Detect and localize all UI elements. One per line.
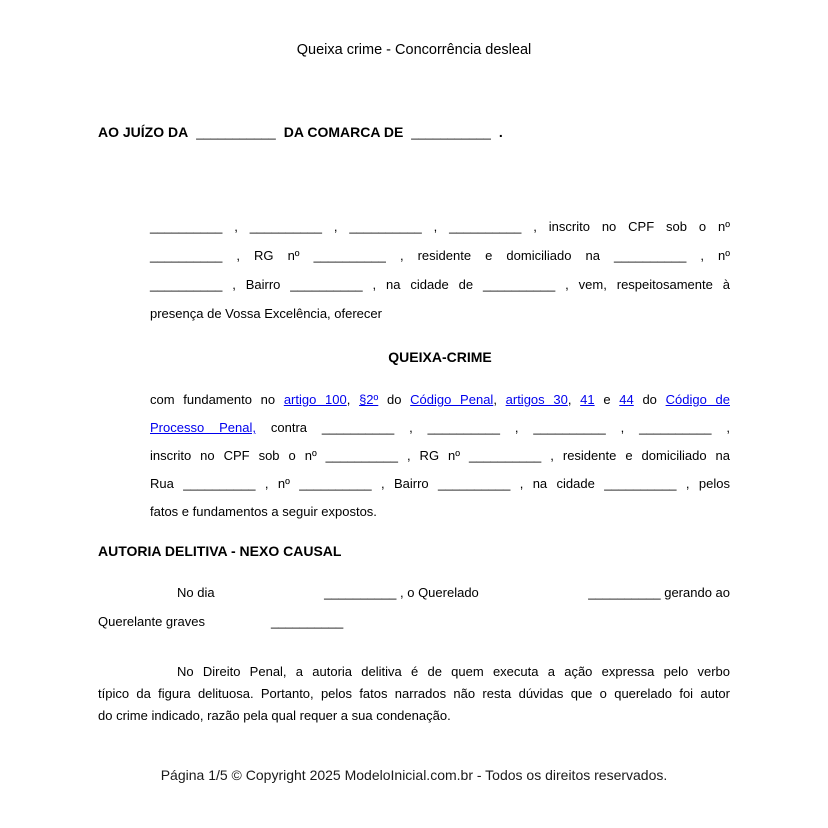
autoria-body-paragraph (98, 661, 730, 727)
link-paragrafo-2[interactable]: §2º (359, 392, 379, 407)
paragraph-line: fatos e fundamentos a seguir expostos. (150, 504, 377, 519)
autoria-delitiva-heading: AUTORIA DELITIVA - NEXO CAUSAL (98, 543, 342, 559)
paragraph-line: __________ , RG nº __________ , residente e domiciliado na __________ , nº (150, 248, 730, 263)
paragraph-line (98, 578, 730, 607)
link-codigo-de[interactable]: Código de (665, 392, 730, 407)
fundamento-text: do (378, 392, 411, 407)
paragraph-line: Rua __________ , nº __________ , Bairro __________ , na cidade __________ , pelos (150, 476, 730, 491)
paragraph-line: __________ , Bairro __________ , na cidade de __________ , vem, respeitosamente à (150, 277, 730, 292)
fundamento-text: , (346, 392, 360, 407)
querelante-qualification-paragraph (150, 212, 730, 328)
querelante-graves-text: Querelante graves (98, 614, 205, 629)
addressing-part-2: DA COMARCA DE (283, 124, 404, 140)
fundamento-text: com fundamento no (150, 392, 284, 407)
no-dia-paragraph (98, 578, 730, 636)
paragraph-line: __________ , __________ , __________ , __________ , inscrito no CPF sob o nº (150, 219, 730, 234)
fundamento-text: e (594, 392, 620, 407)
queixa-crime-heading: QUEIXA-CRIME (388, 349, 492, 365)
addressing-period: . (498, 124, 503, 140)
fundamento-text: , (493, 392, 506, 407)
link-artigo-44[interactable]: 44 (619, 392, 634, 407)
no-dia-text: No dia (177, 585, 215, 600)
link-artigo-41[interactable]: 41 (580, 392, 595, 407)
court-blank: ___________ (196, 125, 276, 140)
paragraph-line: No Direito Penal, a autoria delitiva é de quem executa a ação expressa pelo verbo (177, 664, 730, 679)
gerando-blank-segment: __________ gerando ao (588, 585, 730, 600)
comarca-blank: ___________ (411, 125, 491, 140)
link-artigos-30[interactable]: artigos 30 (505, 392, 568, 407)
fundamento-text: , (567, 392, 581, 407)
paragraph-line (98, 607, 730, 636)
querelado-blank-segment: __________ , o Querelado (324, 585, 479, 600)
link-artigo-100[interactable]: artigo 100 (283, 392, 347, 407)
paragraph-line: do crime indicado, razão pela qual requer a sua condenação. (98, 708, 451, 723)
paragraph-line: presença de Vossa Excelência, oferecer (150, 306, 382, 321)
document-title: Queixa crime - Concorrência desleal (296, 42, 532, 58)
paragraph-line: inscrito no CPF sob o nº __________ , RG nº __________ , residente e domiciliado na (150, 448, 730, 463)
addressing-part-1: AO JUÍZO DA (98, 124, 189, 140)
paragraph-line (150, 414, 730, 442)
link-codigo-penal[interactable]: Código Penal (410, 392, 494, 407)
fundamento-paragraph (150, 386, 730, 526)
fundamento-text: do (633, 392, 666, 407)
page-footer: Página 1/5 © Copyright 2025 ModeloInicial.com.br - Todos os direitos reservados. (160, 767, 668, 783)
graves-blank: __________ (270, 614, 344, 629)
paragraph-line (150, 386, 730, 414)
addressing-line (98, 124, 730, 141)
fundamento-text: contra __________ , __________ , __________ , __________ , (255, 420, 730, 435)
link-processo-penal[interactable]: Processo Penal, (150, 420, 256, 435)
paragraph-line: típico da figura delituosa. Portanto, pelos fatos narrados não resta dúvidas que o querelado foi autor (98, 686, 730, 701)
